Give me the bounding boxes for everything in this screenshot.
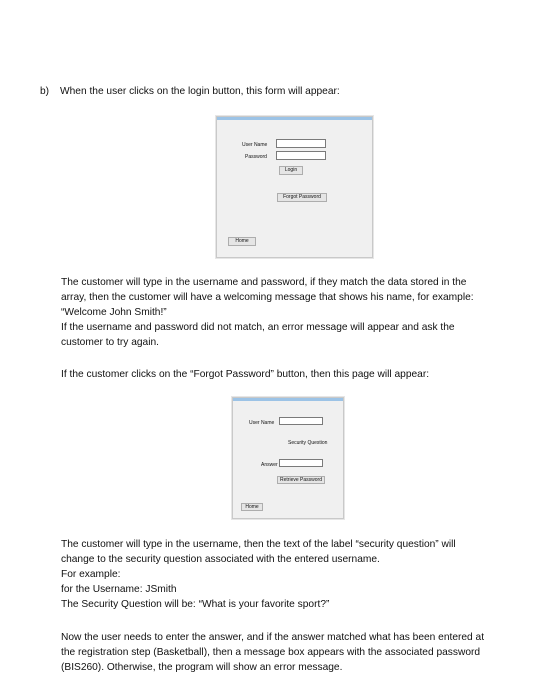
login-behavior-paragraph: [61, 275, 474, 350]
paragraph-line: “Welcome John Smith!”: [61, 307, 167, 318]
home-button[interactable]: Home: [228, 237, 256, 246]
paragraph-line: (BIS260). Otherwise, the program will show an error message.: [61, 662, 343, 673]
window-title-bar: [217, 117, 372, 120]
security-question-paragraph: [61, 537, 456, 612]
username-label: User Name: [249, 420, 275, 426]
retrieve-password-button[interactable]: Retrieve Password: [277, 476, 325, 484]
paragraph-line: the registration step (Basketball), then a message box appears with the associated password: [61, 647, 481, 658]
answer-field[interactable]: [279, 459, 323, 467]
paragraph-line: Now the user needs to enter the answer, and if the answer matched what has been entered at: [61, 632, 485, 643]
username-label: User Name: [242, 142, 268, 148]
paragraph-line: If the username and password did not match, an error message will appear and ask the: [61, 322, 455, 333]
paragraph-line: For example:: [61, 569, 121, 580]
password-field[interactable]: [276, 151, 326, 160]
section-heading: [40, 84, 340, 99]
section-intro-text: When the user clicks on the login button, this form will appear:: [60, 86, 340, 97]
section-label: b): [40, 86, 50, 97]
username-field[interactable]: [279, 417, 323, 425]
answer-label: Answer: [261, 462, 278, 468]
forgot-password-form-screenshot: [232, 397, 344, 519]
forgot-password-button[interactable]: Forgot Password: [277, 193, 327, 202]
username-field[interactable]: [276, 139, 326, 148]
paragraph-line: customer to try again.: [61, 337, 159, 348]
paragraph-line: The customer will type in the username and password, if they match the data stored in the: [61, 277, 467, 288]
paragraph-line: The Security Question will be: “What is your favorite sport?”: [61, 599, 330, 610]
window-title-bar: [233, 398, 343, 401]
paragraph-line: change to the security question associated with the entered username.: [61, 554, 380, 565]
paragraph-line: The customer will type in the username, then the text of the label “security question” will: [61, 539, 456, 550]
security-question-label: Security Question: [288, 440, 328, 446]
forgot-password-intro: If the customer clicks on the “Forgot Password” button, then this page will appear:: [61, 369, 430, 380]
password-label: Password: [245, 154, 267, 160]
login-form-screenshot: [216, 116, 373, 258]
paragraph-line: array, then the customer will have a welcoming message that shows his name, for example:: [61, 292, 474, 303]
answer-verification-paragraph: [61, 630, 484, 675]
paragraph-line: for the Username: JSmith: [61, 584, 177, 595]
login-button[interactable]: Login: [279, 166, 303, 175]
home-button[interactable]: Home: [241, 503, 263, 511]
